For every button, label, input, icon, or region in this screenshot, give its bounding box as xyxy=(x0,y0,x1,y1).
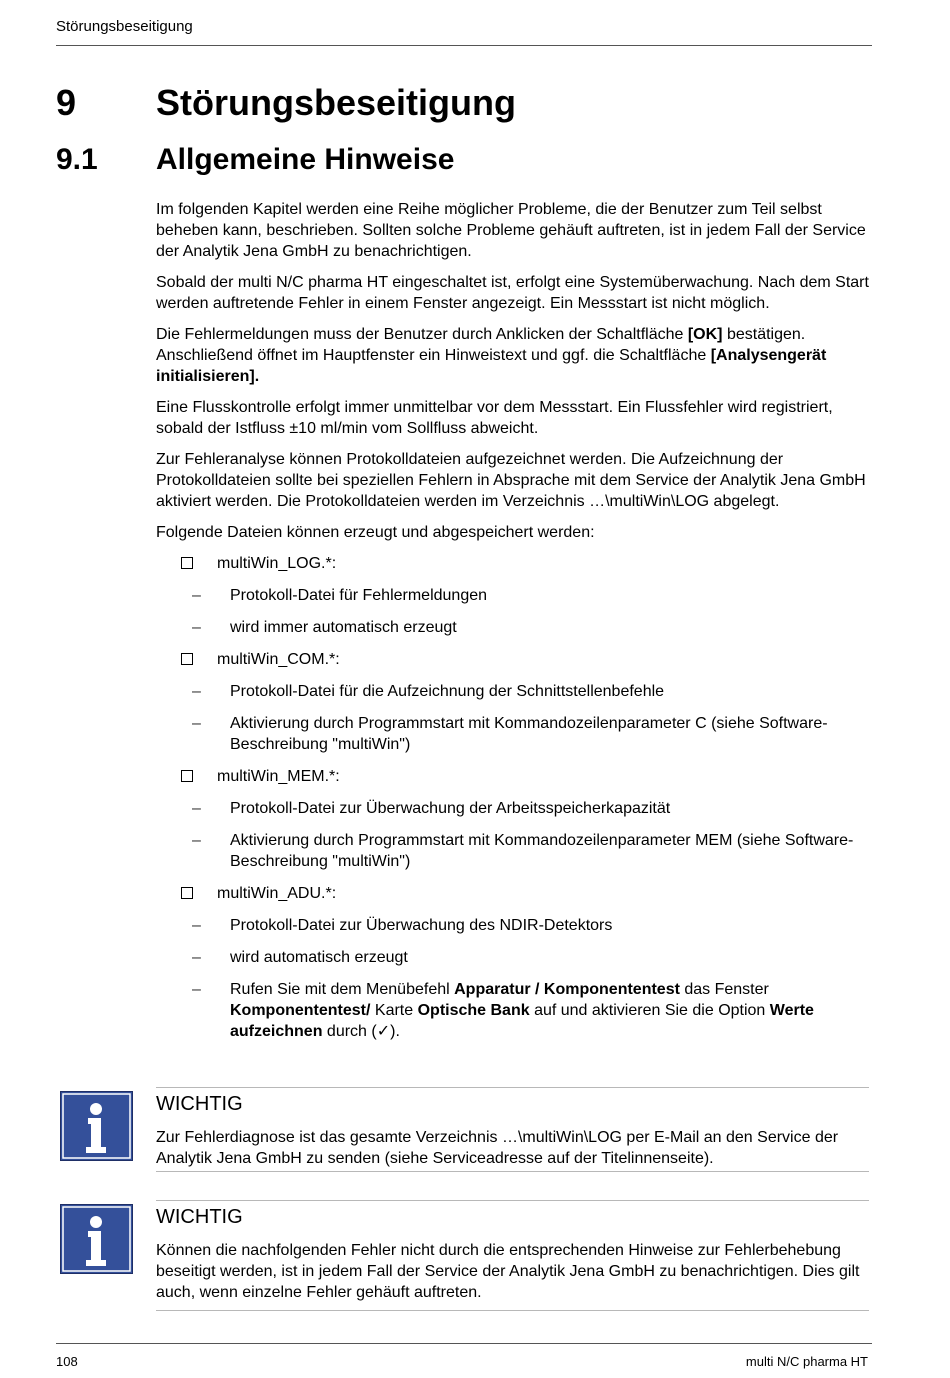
file-item xyxy=(156,649,872,670)
list-item-text: Aktivierung durch Programmstart mit Kommandozeilenparameter C (siehe Software-Beschreibung "multiWin") xyxy=(230,715,828,753)
paragraph: Eine Flusskontrolle erfolgt immer unmittelbar vor dem Messstart. Ein Flussfehler wird registriert, sobald der Istfluss ±10 ml/min vom Sollfluss abweicht. xyxy=(156,399,833,437)
list-item-text: Protokoll-Datei zur Überwachung des NDIR-Detektors xyxy=(230,917,613,934)
chapter-number: 9 xyxy=(56,82,77,123)
dash-bullet: – xyxy=(192,832,201,849)
list-item-text: Aktivierung durch Programmstart mit Kommandozeilenparameter MEM (siehe Software-Beschreibung "multiWin") xyxy=(230,832,854,870)
dash-bullet: – xyxy=(192,917,201,934)
button-reference: [Analysengerät initialisieren]. xyxy=(156,347,827,385)
dash-bullet: – xyxy=(192,715,201,732)
text: das Fenster xyxy=(679,981,769,998)
note-title: WICHTIG xyxy=(156,1093,243,1115)
note-text: Zur Fehlerdiagnose ist das gesamte Verzeichnis …\multiWin\LOG per E-Mail an den Service der Analytik Jena GmbH zu senden (siehe Serviceadresse auf der Titelinnenseite). xyxy=(156,1129,839,1167)
info-icon xyxy=(60,1091,133,1161)
button-reference: [OK] xyxy=(687,326,723,343)
section-title: Allgemeine Hinweise xyxy=(156,143,455,176)
paragraph xyxy=(156,324,872,387)
list-item xyxy=(156,798,872,819)
dash-bullet: – xyxy=(192,587,201,604)
window-reference: Komponententest/ xyxy=(230,1002,371,1019)
list-item xyxy=(156,830,872,872)
note-divider xyxy=(156,1087,869,1088)
list-item xyxy=(156,979,872,1042)
checkbox-icon xyxy=(181,557,193,569)
option-reference: Werte aufzeichnen xyxy=(230,1002,814,1040)
tab-reference: Optische Bank xyxy=(417,1002,530,1019)
dash-bullet: – xyxy=(192,800,201,817)
info-glyph xyxy=(61,1205,132,1273)
info-icon xyxy=(60,1204,133,1274)
note-divider xyxy=(156,1310,869,1311)
paragraph: Zur Fehleranalyse können Protokolldateien aufgezeichnet werden. Die Aufzeichnung der Protokolldateien sollte bei speziellen Fehlern in Absprache mit dem Service der Analytik Jena GmbH aktiviert werden. Die Protokolldateien werden im Verzeichnis …\multiWin\LOG abgelegt. xyxy=(156,451,866,510)
file-item xyxy=(156,553,872,574)
text: bestätigen. Anschließend öffnet im Hauptfenster ein Hinweistext und ggf. die Schaltfläche xyxy=(156,326,806,364)
file-name: multiWin_MEM.*: xyxy=(217,768,340,785)
paragraph: Sobald der multi N/C pharma HT eingeschaltet ist, erfolgt eine Systemüberwachung. Nach dem Start werden auftretende Fehler in einem Fenster angezeigt. Ein Messstart ist nicht möglich. xyxy=(156,274,869,312)
text: Rufen Sie mit dem Menübefehl xyxy=(230,981,455,998)
note-text: Können die nachfolgenden Fehler nicht durch die entsprechenden Hinweise zur Fehlerbehebung beseitigt werden, ist in jedem Fall der Service der Analytik Jena GmbH zu benachrichtigen. Dies gilt auch, wenn einzelne Fehler gehäuft auftreten. xyxy=(156,1242,860,1301)
list-item-text: wird automatisch erzeugt xyxy=(230,949,408,966)
dash-bullet: – xyxy=(192,949,201,966)
note-divider xyxy=(156,1200,869,1201)
list-item xyxy=(156,585,872,606)
file-name: multiWin_LOG.*: xyxy=(217,555,337,572)
list-item-text: Protokoll-Datei für Fehlermeldungen xyxy=(230,587,488,604)
text: auf und aktivieren Sie die Option xyxy=(529,1002,770,1019)
file-item xyxy=(156,766,872,787)
note-title: WICHTIG xyxy=(156,1206,243,1228)
info-glyph xyxy=(61,1092,132,1160)
list-item-text: Protokoll-Datei zur Überwachung der Arbeitsspeicherkapazität xyxy=(230,800,671,817)
text: Karte xyxy=(370,1002,418,1019)
checkbox-icon xyxy=(181,770,193,782)
list-item-text: wird immer automatisch erzeugt xyxy=(230,619,457,636)
dash-bullet: – xyxy=(192,981,201,998)
dash-bullet: – xyxy=(192,683,201,700)
note-divider xyxy=(156,1171,869,1172)
list-item xyxy=(156,617,872,638)
dash-bullet: – xyxy=(192,619,201,636)
checkbox-icon xyxy=(181,653,193,665)
list-item-text xyxy=(230,979,870,1042)
file-name: multiWin_ADU.*: xyxy=(217,885,337,902)
paragraph: Folgende Dateien können erzeugt und abgespeichert werden: xyxy=(156,524,595,541)
list-item xyxy=(156,947,872,968)
page-number: 108 xyxy=(56,1354,78,1369)
file-item xyxy=(156,883,872,904)
text: Die Fehlermeldungen muss der Benutzer durch Anklicken der Schaltfläche xyxy=(156,326,688,343)
list-item-text: Protokoll-Datei für die Aufzeichnung der Schnittstellenbefehle xyxy=(230,683,665,700)
footer-product: multi N/C pharma HT xyxy=(745,1354,868,1369)
chapter-title: Störungsbeseitigung xyxy=(156,82,516,123)
list-item xyxy=(156,681,872,702)
list-item xyxy=(156,915,872,936)
file-name: multiWin_COM.*: xyxy=(217,651,340,668)
menu-reference: Apparatur / Komponententest xyxy=(454,981,680,998)
running-header: Störungsbeseitigung xyxy=(56,18,193,35)
body-content xyxy=(156,199,872,1053)
text: durch (✓). xyxy=(322,1023,400,1040)
footer-rule xyxy=(56,1343,872,1344)
checkbox-icon xyxy=(181,887,193,899)
section-number: 9.1 xyxy=(56,143,98,176)
paragraph: Im folgenden Kapitel werden eine Reihe möglicher Probleme, die der Benutzer zum Teil selbst beheben kann, beschrieben. Sollten solche Probleme gehäuft auftreten, ist in jedem Fall der Service der Analytik Jena GmbH zu benachrichtigen. xyxy=(156,201,866,260)
header-rule xyxy=(56,45,872,46)
list-item xyxy=(156,713,872,755)
